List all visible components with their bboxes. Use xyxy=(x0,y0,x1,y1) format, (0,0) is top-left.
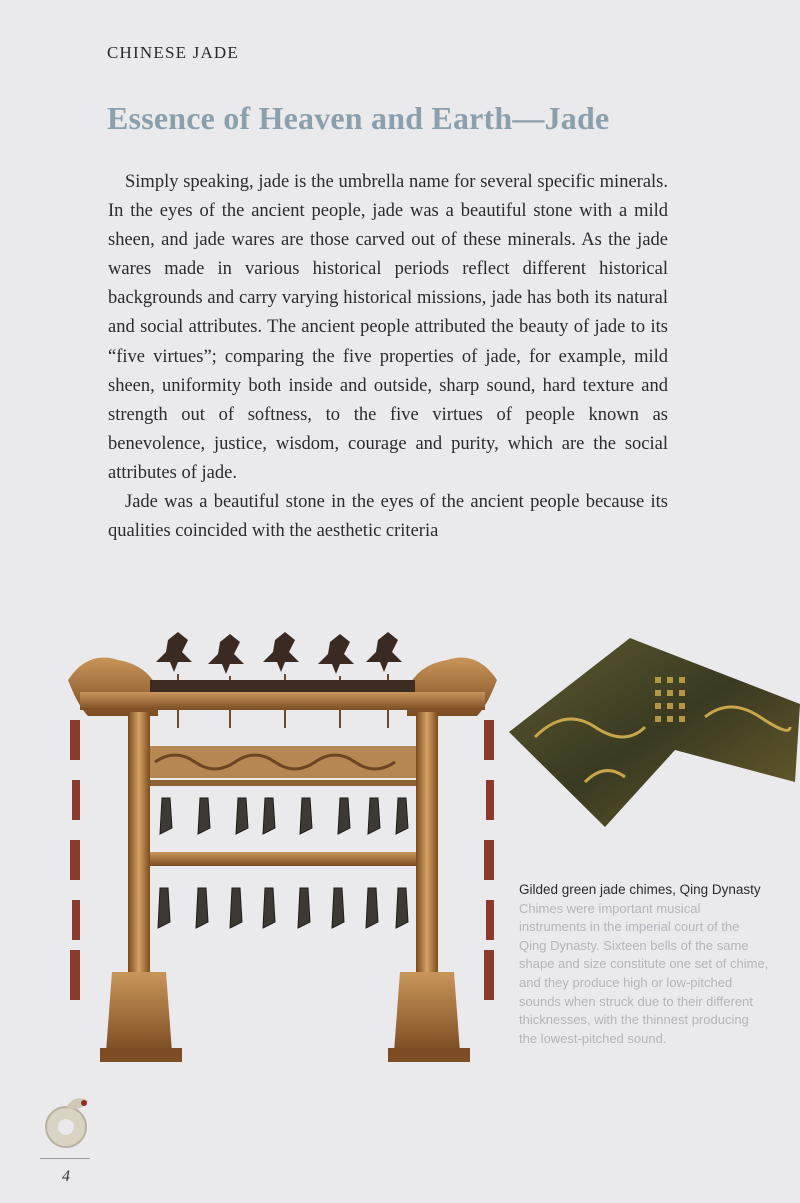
paragraph: Jade was a beautiful stone in the eyes of the ancient people because its qualities coincided with the aesthetic criteria xyxy=(108,492,668,542)
running-head: CHINESE JADE xyxy=(107,43,239,62)
paragraph: Simply speaking, jade is the umbrella name for several specific minerals. In the eyes of the ancient people, jade was a beautiful stone with a mild sheen, and jade wares are those carved out of these minerals. As the jade wares made in various historical periods reflect different historical backgrounds and carry varying historical missions, jade has both its natural and social attributes. The ancient people attributed the beauty of jade to its “five virtues”; comparing the five properties of jade, for example, mild sheen, uniformity both inside and outside, sharp sound, hard texture and strength out of softness, to the five virtues of people known as benevolence, justice, wisdom, courage and purity, which are the social attributes of jade. xyxy=(108,172,668,483)
jade-chime-closeup-photo xyxy=(505,632,800,832)
jade-chimes-photo xyxy=(60,620,505,1065)
caption-text: Chimes were important musical instruments in the imperial court of the Qing Dynasty. Sixteen bells of the same shape and size constitute one set of chime, and they produce high or low-pitched sounds when struck due to their different thicknesses, with the thinnest producing the lowest-pitched sound. xyxy=(519,900,769,1046)
figure-caption xyxy=(519,881,769,1048)
jade-dragon-ornament-icon xyxy=(40,1085,100,1157)
body-text xyxy=(108,168,668,546)
page-number: 4 xyxy=(62,1168,70,1185)
page-title: Essence of Heaven and Earth—Jade xyxy=(107,100,610,136)
footer-rule xyxy=(40,1158,90,1159)
caption-title: Gilded green jade chimes, Qing Dynasty xyxy=(519,882,761,897)
